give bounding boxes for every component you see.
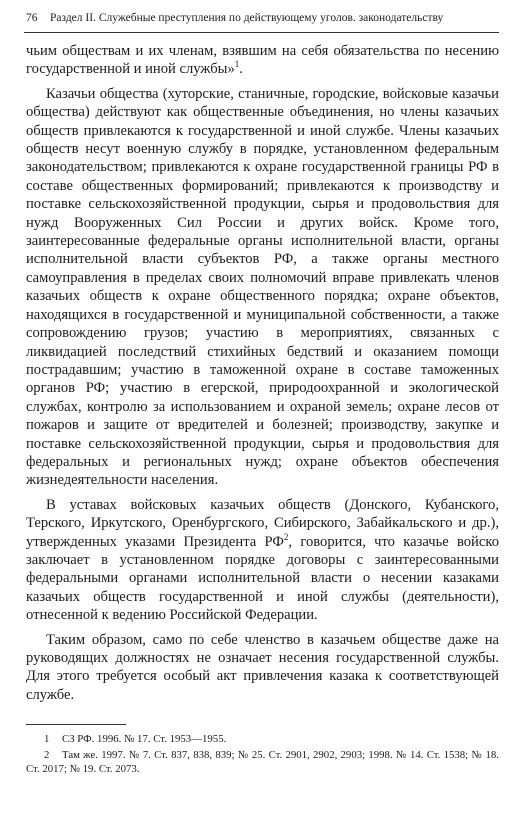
footnote-number: 1 [44,733,50,745]
paragraph-2: Казачьи общества (хуторские, станичные, городские, войсковые казачьи общества) действуют как общественные объединения, но члены казачьих обществ привлекаются к государственной и иной службе. Члены казачьих обществ несут военную службу в порядке, установленном федеральным законодательством; привлекаются к охране государственной границы РФ в составе общественных формирований; привлекаются к производству и поставке сельскохозяйственной продукции, сырья и продовольствия для нужд Вооруженных Сил России и других войск. Кроме того, заинтересованные федеральные органы исполнительной власти, органы исполнительной власти субъектов РФ, а также органы местного самоуправления в пределах своих полномочий вправе привлекать членов казачьих обществ к охране общественного порядка; охране объектов, находящихся в государственной и муниципальной собственности, а также сопровождению грузов; участию в мероприятиях, связанных с ликвидацией последствий стихийных бедствий и оказанием помощи пострадавшим; участию в таможенной охране в составе таможенных органов РФ; участию в егерской, природоохранной и экологической службах, контролю за использованием и охраной земель; охране лесов от пожаров и защите от вредителей и болезней; производству, закупке и поставке сельскохозяйственной продукции, сырья и продовольствия для федеральных и региональных нужд; охране объектов обеспечения жизнедеятельности населения. [26,85,499,489]
paragraph-3 [26,496,499,625]
footnotes [26,732,499,778]
footnote-number: 2 [44,749,50,761]
footnote-rule [26,724,126,725]
running-header [26,11,497,25]
paragraph-3-end: , говорится, что казачье войско заключает в установленном порядке договоры с заинтересованными федеральными органами исполнительной власти о несении казаками казачьих обществ государственной и иной службы (деятельности), отнесенной к ведению Российской Федерации. [26,533,499,624]
paragraph-1-end: . [239,61,243,78]
section-title: Раздел II. Служебные преступления по действующему уголов. законодательству [50,12,444,24]
paragraph-1-text: чьим обществам и их членам, взявшим на себя обязательства по несению государственной и иной службы» [26,43,499,78]
header-rule [24,32,499,33]
main-text [26,42,499,710]
footnote-ref-1: 1 [234,59,240,70]
footnote-ref-2: 2 [283,531,289,542]
page-number: 76 [26,12,38,24]
footnote-1 [26,732,499,746]
footnote-text: Там же. 1997. № 7. Ст. 837, 838, 839; № 25. Ст. 2901, 2902, 2903; 1998. № 14. Ст. 1538; № 18. Ст. 2017; № 19. Ст. 2073. [26,749,499,775]
paragraph-4: Таким образом, само по себе членство в казачьем обществе даже на руководящих должностях не означает несения государственной службы. Для этого требуется особый акт привлечения казака к соответствующей службе. [26,631,499,703]
paragraph-3-start: В уставах войсковых казачьих обществ (Донского, Кубанского, Терского, Иркутского, Оренбургского, Сибирского, Забайкальского и др.), утвержденных указами Президента РФ [26,496,499,550]
footnote-text: СЗ РФ. 1996. № 17. Ст. 1953—1955. [62,733,227,745]
footnote-2 [26,748,499,776]
paragraph-1 [26,42,499,79]
